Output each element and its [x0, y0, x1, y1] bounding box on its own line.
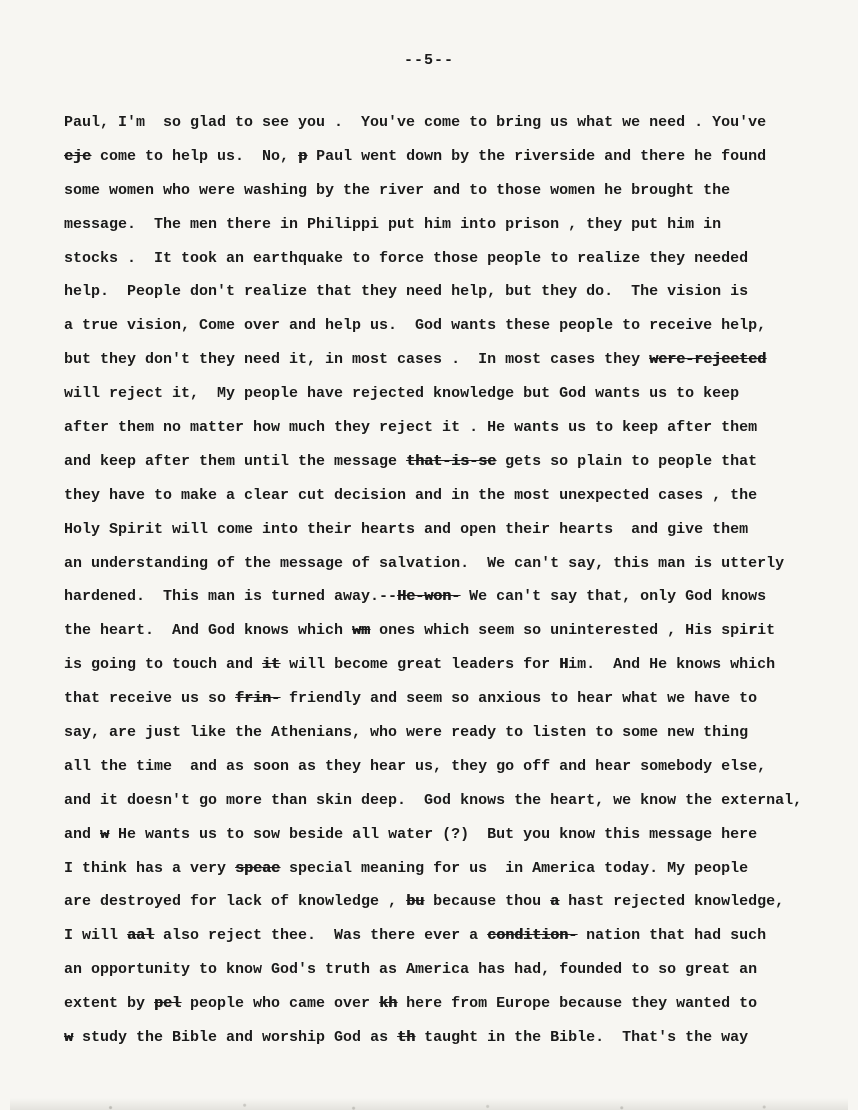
text-segment: Holy Spirit will come into their hearts and open their hearts and give them: [64, 520, 749, 538]
struck-text: wm: [352, 622, 371, 640]
struck-text: a: [550, 893, 560, 911]
text-segment: Paul, I'm so glad to see you . You've come to bring us what we need . You've: [64, 114, 767, 131]
text-segment: an understanding of the message of salvation. We can't say, this man is utterly: [64, 554, 785, 572]
text-line: [64, 614, 808, 648]
text-segment: taught in the Bible. That's the way: [415, 1029, 749, 1047]
struck-text: bu: [406, 893, 425, 911]
text-line: [64, 1021, 808, 1055]
text-segment: but they don't they need it, in most cases . In most cases they: [64, 351, 650, 369]
text-segment: He wants us to sow beside all water (?) But you know this message here: [109, 825, 758, 843]
text-segment: because thou: [424, 893, 551, 911]
struck-text: were-rejeeted: [649, 351, 767, 369]
text-segment: Paul went down by the riverside and there he found: [307, 147, 767, 165]
text-line: [64, 513, 808, 547]
text-segment: I think has a very: [64, 859, 236, 877]
document-body: [64, 106, 808, 1055]
struck-text: speae: [235, 859, 281, 877]
text-segment: after them no matter how much they reject it . He wants us to keep after them: [64, 419, 758, 437]
text-segment: hast rejected knowledge,: [559, 893, 785, 911]
text-segment: the heart. And God knows which: [64, 622, 353, 640]
text-line: [64, 750, 808, 784]
text-line: [64, 106, 808, 140]
text-segment: also reject thee. Was there ever a: [154, 927, 488, 945]
struck-text: eje: [64, 147, 92, 165]
text-line: [64, 343, 808, 377]
scan-smudge: [10, 1098, 848, 1110]
struck-text: that-is-se: [406, 452, 497, 470]
text-segment: and: [64, 825, 101, 843]
text-segment: hardened. This man is turned away.--: [64, 588, 398, 606]
struck-text: w: [64, 1029, 74, 1047]
text-segment: they have to make a clear cut decision and in the most unexpected cases , the: [64, 486, 758, 504]
text-segment: friendly and seem so anxious to hear what we have to: [280, 690, 758, 708]
text-line: [64, 885, 808, 919]
text-segment: message. The men there in Philippi put him into prison , they put him in: [64, 215, 722, 233]
text-line: [64, 479, 808, 513]
struck-text: frin-: [235, 690, 281, 708]
text-segment: here from Europe because they wanted to: [397, 995, 758, 1013]
text-segment: are destroyed for lack of knowledge ,: [64, 893, 407, 911]
text-segment: and keep after them until the message: [64, 452, 407, 470]
text-line: [64, 445, 808, 479]
struck-text: He-won-: [397, 588, 461, 606]
text-segment: nation that had such: [577, 927, 767, 945]
text-segment: r: [748, 622, 758, 640]
text-segment: We can't say that, only God knows: [460, 588, 767, 606]
text-segment: that receive us so: [64, 690, 236, 708]
text-line: [64, 852, 808, 886]
struck-text: aal: [127, 927, 155, 945]
struck-text: w: [100, 825, 110, 843]
text-segment: im. And He knows which: [568, 656, 776, 674]
text-line: [64, 411, 808, 445]
text-segment: people who came over: [181, 995, 380, 1013]
struck-text: condition-: [487, 927, 578, 945]
text-segment: stocks . It took an earthquake to force those people to realize they needed: [64, 249, 749, 267]
text-line: [64, 784, 808, 818]
text-segment: help. People don't realize that they need help, but they do. The vision is: [64, 283, 749, 301]
text-line: [64, 716, 808, 750]
text-segment: all the time and as soon as they hear us, they go off and hear somebody else,: [64, 757, 767, 775]
text-line: [64, 953, 808, 987]
struck-text: th: [397, 1029, 416, 1047]
text-segment: some women who were washing by the river and to those women he brought the: [64, 181, 731, 199]
text-line: [64, 309, 808, 343]
struck-text: pel: [154, 995, 182, 1013]
text-line: [64, 987, 808, 1021]
text-segment: extent by: [64, 995, 155, 1013]
text-line: [64, 547, 808, 581]
text-segment: H: [559, 656, 569, 674]
text-segment: I will: [64, 927, 128, 945]
text-line: [64, 377, 808, 411]
text-line: [64, 140, 808, 174]
text-segment: a true vision, Come over and help us. God wants these people to receive help,: [64, 317, 767, 335]
text-line: [64, 242, 808, 276]
text-segment: gets so plain to people that: [496, 452, 758, 470]
struck-text: it: [262, 656, 281, 674]
page-number: --5--: [403, 52, 454, 69]
text-segment: and it doesn't go more than skin deep. God knows the heart, we know the external,: [64, 791, 803, 809]
text-line: [64, 818, 808, 852]
text-line: [64, 275, 808, 309]
text-segment: will become great leaders for: [280, 656, 560, 674]
text-segment: it: [757, 622, 776, 640]
text-segment: ones which seem so uninterested , His spi: [370, 622, 749, 640]
struck-text: p: [298, 147, 308, 165]
text-segment: special meaning for us in America today. My people: [280, 859, 749, 877]
text-segment: will reject it, My people have rejected knowledge but God wants us to keep: [64, 385, 740, 403]
text-segment: say, are just like the Athenians, who were ready to listen to some new thing: [64, 724, 749, 742]
text-line: [64, 648, 808, 682]
text-line: [64, 580, 808, 614]
text-segment: study the Bible and worship God as: [73, 1029, 398, 1047]
text-line: [64, 919, 808, 953]
text-segment: an opportunity to know God's truth as America has had, founded to so great an: [64, 961, 758, 979]
text-line: [64, 174, 808, 208]
text-segment: is going to touch and: [64, 656, 263, 674]
text-segment: come to help us. No,: [91, 147, 299, 165]
text-line: [64, 208, 808, 242]
struck-text: kh: [379, 995, 398, 1013]
text-line: [64, 682, 808, 716]
